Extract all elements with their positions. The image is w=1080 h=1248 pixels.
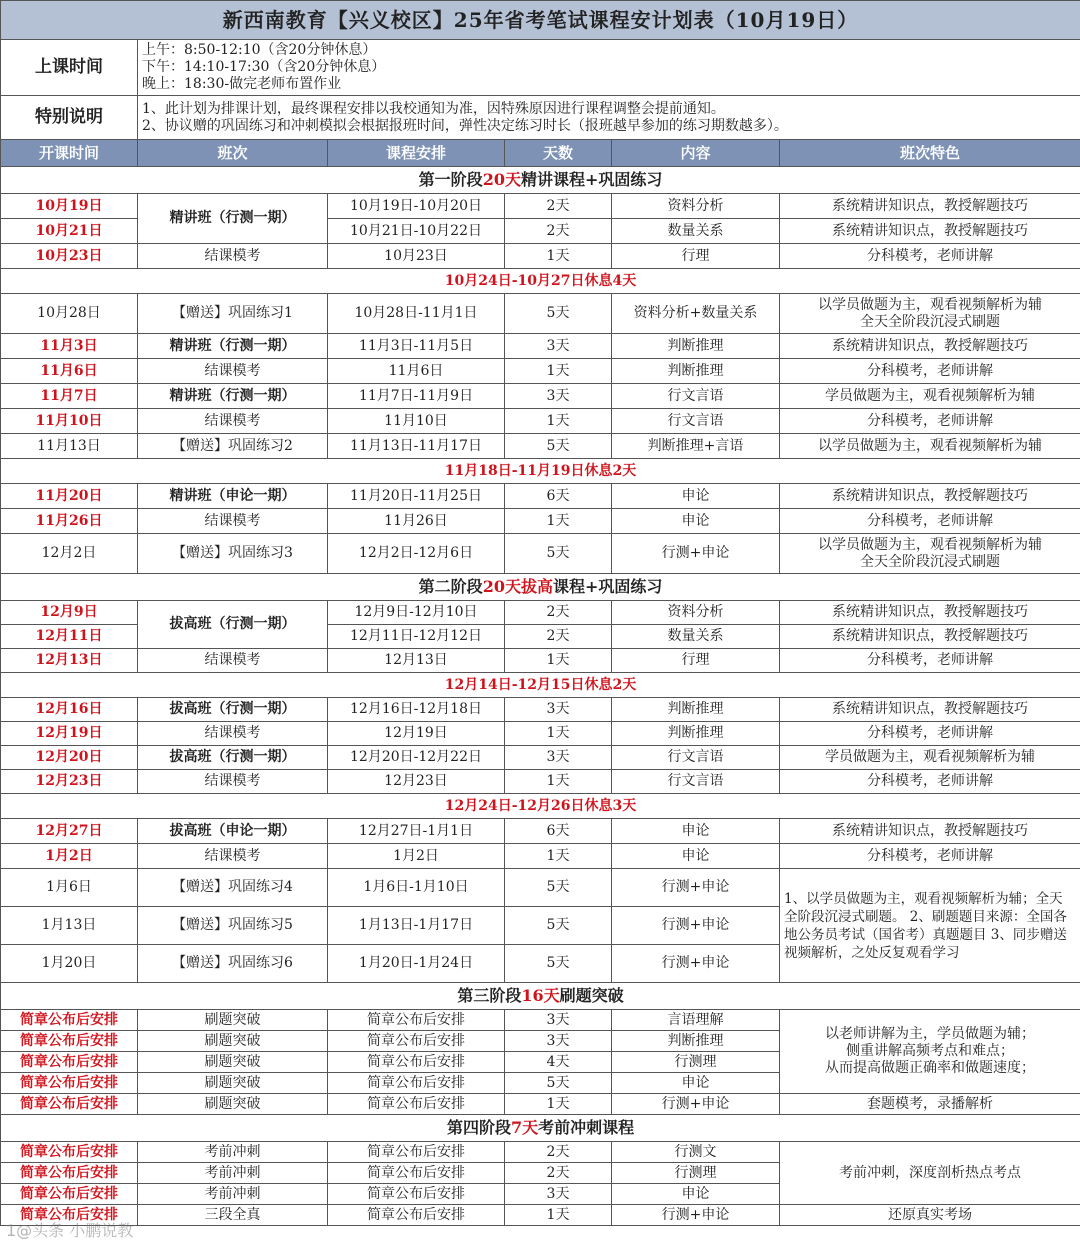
table-row: 1月2日 结课模考 1月2日 1天 申论 分科模考，老师讲解	[1, 844, 1080, 869]
header-schedule: 课程安排	[328, 140, 505, 167]
table-row: 简章公布后安排 考前冲刺 简章公布后安排 3天 申论	[1, 1184, 1080, 1205]
notes-label: 特别说明	[1, 96, 138, 140]
table-row: 简章公布后安排 刷题突破 简章公布后安排 3天 言语理解 以老师讲解为主，学员做题为辅； 侧重讲解高频考点和难点； 从而提高做题正确率和做题速度；	[1, 1010, 1080, 1031]
stage-4-title: 第四阶段7天考前冲刺课程	[1, 1115, 1080, 1142]
header-days: 天数	[505, 140, 612, 167]
table-row: 简章公布后安排 考前冲刺 简章公布后安排 2天 行测理	[1, 1163, 1080, 1184]
table-row: 12月23日 结课模考 12月23日 1天 行文言语 分科模考，老师讲解	[1, 770, 1080, 794]
class-time-label: 上课时间	[1, 40, 138, 96]
table-row: 简章公布后安排 刷题突破 简章公布后安排 5天 申论	[1, 1073, 1080, 1094]
table-row: 11月13日 【赠送】巩固练习2 11月13日-11月17日 5天 判断推理+言语 以学员做题为主，观看视频解析为辅	[1, 434, 1080, 459]
stage-2-row	[1, 574, 1080, 601]
stage-4-row	[1, 1115, 1080, 1142]
table-row: 11月6日 结课模考 11月6日 1天 判断推理 分科模考，老师讲解	[1, 359, 1080, 384]
table-row: 11月3日 精讲班（行测一期） 11月3日-11月5日 3天 判断推理 系统精讲知识点，教授解题技巧	[1, 334, 1080, 359]
notes-text: 1、此计划为排课计划，最终课程安排以我校通知为准，因特殊原因进行课程调整会提前通知。 2、协议赠的巩固练习和冲刺模拟会根据报班时间，弹性决定练习时长（报班越早参加的练习期数越多）。	[138, 96, 1080, 140]
table-row: 11月26日 结课模考 11月26日 1天 申论 分科模考，老师讲解	[1, 509, 1080, 534]
stage-1-row	[1, 167, 1080, 194]
stage-3-title: 第三阶段16天刷题突破	[1, 983, 1080, 1010]
table-row: 11月20日 精讲班（申论一期） 11月20日-11月25日 6天 申论 系统精讲知识点，教授解题技巧	[1, 484, 1080, 509]
class-time-text: 上午：8:50-12:10（含20分钟休息） 下午：14:10-17:30（含20分钟休息） 晚上：18:30-做完老师布置作业	[138, 40, 1080, 96]
column-header-row	[1, 140, 1080, 167]
table-row: 11月10日 结课模考 11月10日 1天 行文言语 分科模考，老师讲解	[1, 409, 1080, 434]
header-start-date: 开课时间	[1, 140, 138, 167]
practice-feature-note: 1、以学员做题为主，观看视频解析为辅；全天全阶段沉浸式刷题。 2、刷题题目来源：全国各地公务员考试（国省考）真题题目 3、同步赠送视频解析，之处反复观看学习	[780, 869, 1080, 983]
table-row: 12月9日 拔高班（行测一期） 12月9日-12月10日 2天 资料分析 系统精讲知识点，教授解题技巧	[1, 601, 1080, 625]
table-row: 12月11日 12月11日-12月12日 2天 数量关系 系统精讲知识点，教授解题技巧	[1, 625, 1080, 649]
rest-row: 11月18日-11月19日休息2天	[1, 459, 1080, 484]
drill-feature-note: 以老师讲解为主，学员做题为辅； 侧重讲解高频考点和难点； 从而提高做题正确率和做题速度；	[780, 1010, 1080, 1094]
table-row: 11月7日 精讲班（行测一期） 11月7日-11月9日 3天 行文言语 学员做题为主，观看视频解析为辅	[1, 384, 1080, 409]
rest-row: 10月24日-10月27日休息4天	[1, 269, 1080, 294]
table-row: 10月28日 【赠送】巩固练习1 10月28日-11月1日 5天 资料分析+数量关系 以学员做题为主，观看视频解析为辅 全天全阶段沉浸式刷题	[1, 294, 1080, 334]
table-row: 12月2日 【赠送】巩固练习3 12月2日-12月6日 5天 行测+申论 以学员做题为主，观看视频解析为辅 全天全阶段沉浸式刷题	[1, 534, 1080, 574]
table-row: 12月16日 拔高班（行测一期） 12月16日-12月18日 3天 判断推理 系统精讲知识点，教授解题技巧	[1, 698, 1080, 722]
stage-2-title: 第二阶段20天拔高课程+巩固练习	[1, 574, 1080, 601]
table-title: 新西南教育【兴义校区】25年省考笔试课程安计划表（10月19日）	[1, 1, 1080, 40]
rest-row: 12月24日-12月26日休息3天	[1, 794, 1080, 819]
table-row: 12月27日 拔高班（申论一期） 12月27日-1月1日 6天 申论 系统精讲知识点，教授解题技巧	[1, 819, 1080, 844]
rest-row: 12月14日-12月15日休息2天	[1, 673, 1080, 698]
table-row: 简章公布后安排 刷题突破 简章公布后安排 4天 行测理	[1, 1052, 1080, 1073]
table-row: 简章公布后安排 考前冲刺 简章公布后安排 2天 行测文 考前冲刺，深度剖析热点考点	[1, 1142, 1080, 1163]
watermark: 1@头条 小鹏说教	[6, 1221, 134, 1240]
header-class: 班次	[138, 140, 328, 167]
table-row: 10月21日 10月21日-10月22日 2天 数量关系 系统精讲知识点，教授解题技巧	[1, 219, 1080, 244]
table-row: 12月19日 结课模考 12月19日 1天 判断推理 分科模考，老师讲解	[1, 722, 1080, 746]
table-row: 10月23日 结课模考 10月23日 1天 行理 分科模考，老师讲解	[1, 244, 1080, 269]
table-row: 10月19日 精讲班（行测一期） 10月19日-10月20日 2天 资料分析 系统精讲知识点，教授解题技巧	[1, 194, 1080, 219]
stage-3-row	[1, 983, 1080, 1010]
stage-1-title: 第一阶段20天精讲课程+巩固练习	[1, 167, 1080, 194]
header-feature: 班次特色	[780, 140, 1080, 167]
table-row: 简章公布后安排 刷题突破 简章公布后安排 1天 行测+申论 套题模考，录播解析	[1, 1094, 1080, 1115]
header-content: 内容	[612, 140, 780, 167]
table-row: 1月20日 【赠送】巩固练习6 1月20日-1月24日 5天 行测+申论	[1, 945, 1080, 983]
table-row: 简章公布后安排 刷题突破 简章公布后安排 3天 判断推理	[1, 1031, 1080, 1052]
table-row: 1月13日 【赠送】巩固练习5 1月13日-1月17日 5天 行测+申论	[1, 907, 1080, 945]
table-row: 12月13日 结课模考 12月13日 1天 行理 分科模考，老师讲解	[1, 649, 1080, 673]
table-row: 简章公布后安排 三段全真 简章公布后安排 1天 行测+申论 还原真实考场	[1, 1205, 1080, 1226]
table-row: 1月6日 【赠送】巩固练习4 1月6日-1月10日 5天 行测+申论 1、以学员做题为主，观看视频解析为辅；全天全阶段沉浸式刷题。 2、刷题题目来源：全国各地公务员考试（国省考）真题题目 3、同步赠送视频解析，之处反复观看学习	[1, 869, 1080, 907]
table-row: 12月20日 拔高班（行测一期） 12月20日-12月22日 3天 行文言语 学员做题为主，观看视频解析为辅	[1, 746, 1080, 770]
